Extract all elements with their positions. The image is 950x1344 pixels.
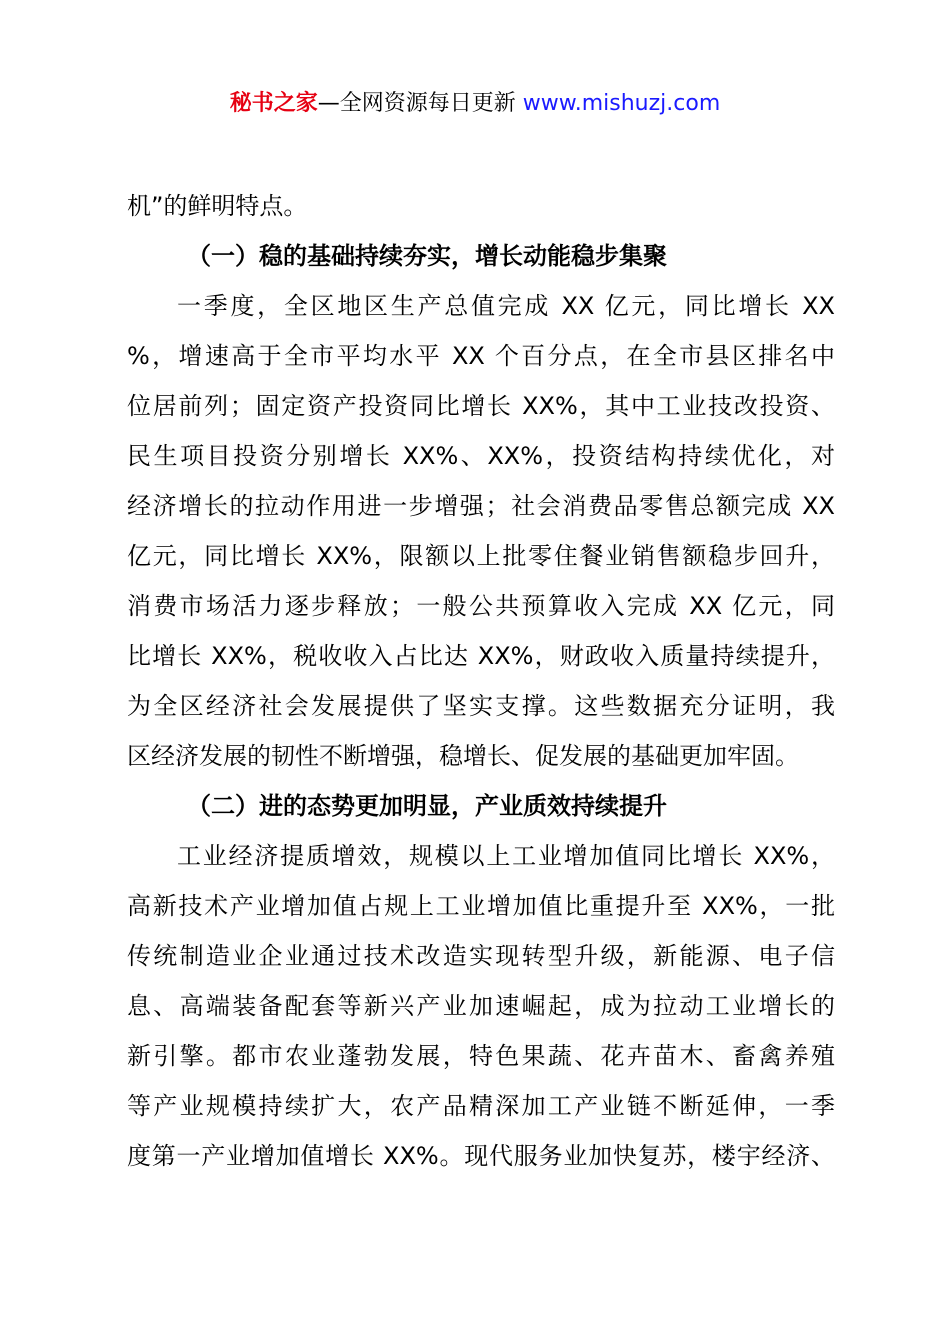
- paragraph-line: 经济增长的拉动作用进一步增强；社会消费品零售总额完成 XX: [127, 492, 835, 520]
- paragraph-line: 工业经济提质增效，规模以上工业增加值同比增长 XX%，: [177, 842, 835, 870]
- section-heading-1: （一）稳的基础持续夯实，增长动能稳步集聚: [187, 242, 667, 270]
- paragraph-line: 度第一产业增加值增长 XX%。现代服务业加快复苏，楼宇经济、: [127, 1142, 835, 1170]
- document-body: [127, 181, 835, 1181]
- paragraph-line: 为全区经济社会发展提供了坚实支撑。这些数据充分证明，我: [127, 692, 835, 720]
- paragraph-line: 消费市场活力逐步释放；一般公共预算收入完成 XX 亿元，同: [127, 592, 835, 620]
- paragraph-line: 高新技术产业增加值占规上工业增加值比重提升至 XX%，一批: [127, 892, 835, 920]
- paragraph-line: 机”的鲜明特点。: [127, 192, 308, 220]
- paragraph-line: 新引擎。都市农业蓬勃发展，特色果蔬、花卉苗木、畜禽养殖: [127, 1042, 835, 1070]
- paragraph-line: %，增速高于全市平均水平 XX 个百分点，在全市县区排名中: [127, 342, 835, 370]
- paragraph-line: 位居前列；固定资产投资同比增长 XX%，其中工业技改投资、: [127, 392, 835, 420]
- paragraph-line: 传统制造业企业通过技术改造实现转型升级，新能源、电子信: [127, 942, 835, 970]
- paragraph-line: 比增长 XX%，税收收入占比达 XX%，财政收入质量持续提升，: [127, 642, 835, 670]
- page-header: [0, 88, 950, 120]
- paragraph-line: 亿元，同比增长 XX%，限额以上批零住餐业销售额稳步回升，: [127, 542, 835, 570]
- paragraph-line: 等产业规模持续扩大，农产品精深加工产业链不断延伸，一季: [127, 1092, 835, 1120]
- header-slogan: —全网资源每日更新: [317, 91, 523, 116]
- paragraph-line: 民生项目投资分别增长 XX%、XX%，投资结构持续优化，对: [127, 442, 835, 470]
- header-url-link[interactable]: www.mishuzj.com: [522, 91, 721, 116]
- paragraph-line: 区经济发展的韧性不断增强，稳增长、促发展的基础更加牢固。: [127, 742, 799, 770]
- section-heading-2: （二）进的态势更加明显，产业质效持续提升: [187, 792, 667, 820]
- paragraph-line: 一季度，全区地区生产总值完成 XX 亿元，同比增长 XX: [177, 292, 835, 320]
- header-brand: 秘书之家: [229, 91, 318, 116]
- paragraph-line: 息、高端装备配套等新兴产业加速崛起，成为拉动工业增长的: [127, 992, 835, 1020]
